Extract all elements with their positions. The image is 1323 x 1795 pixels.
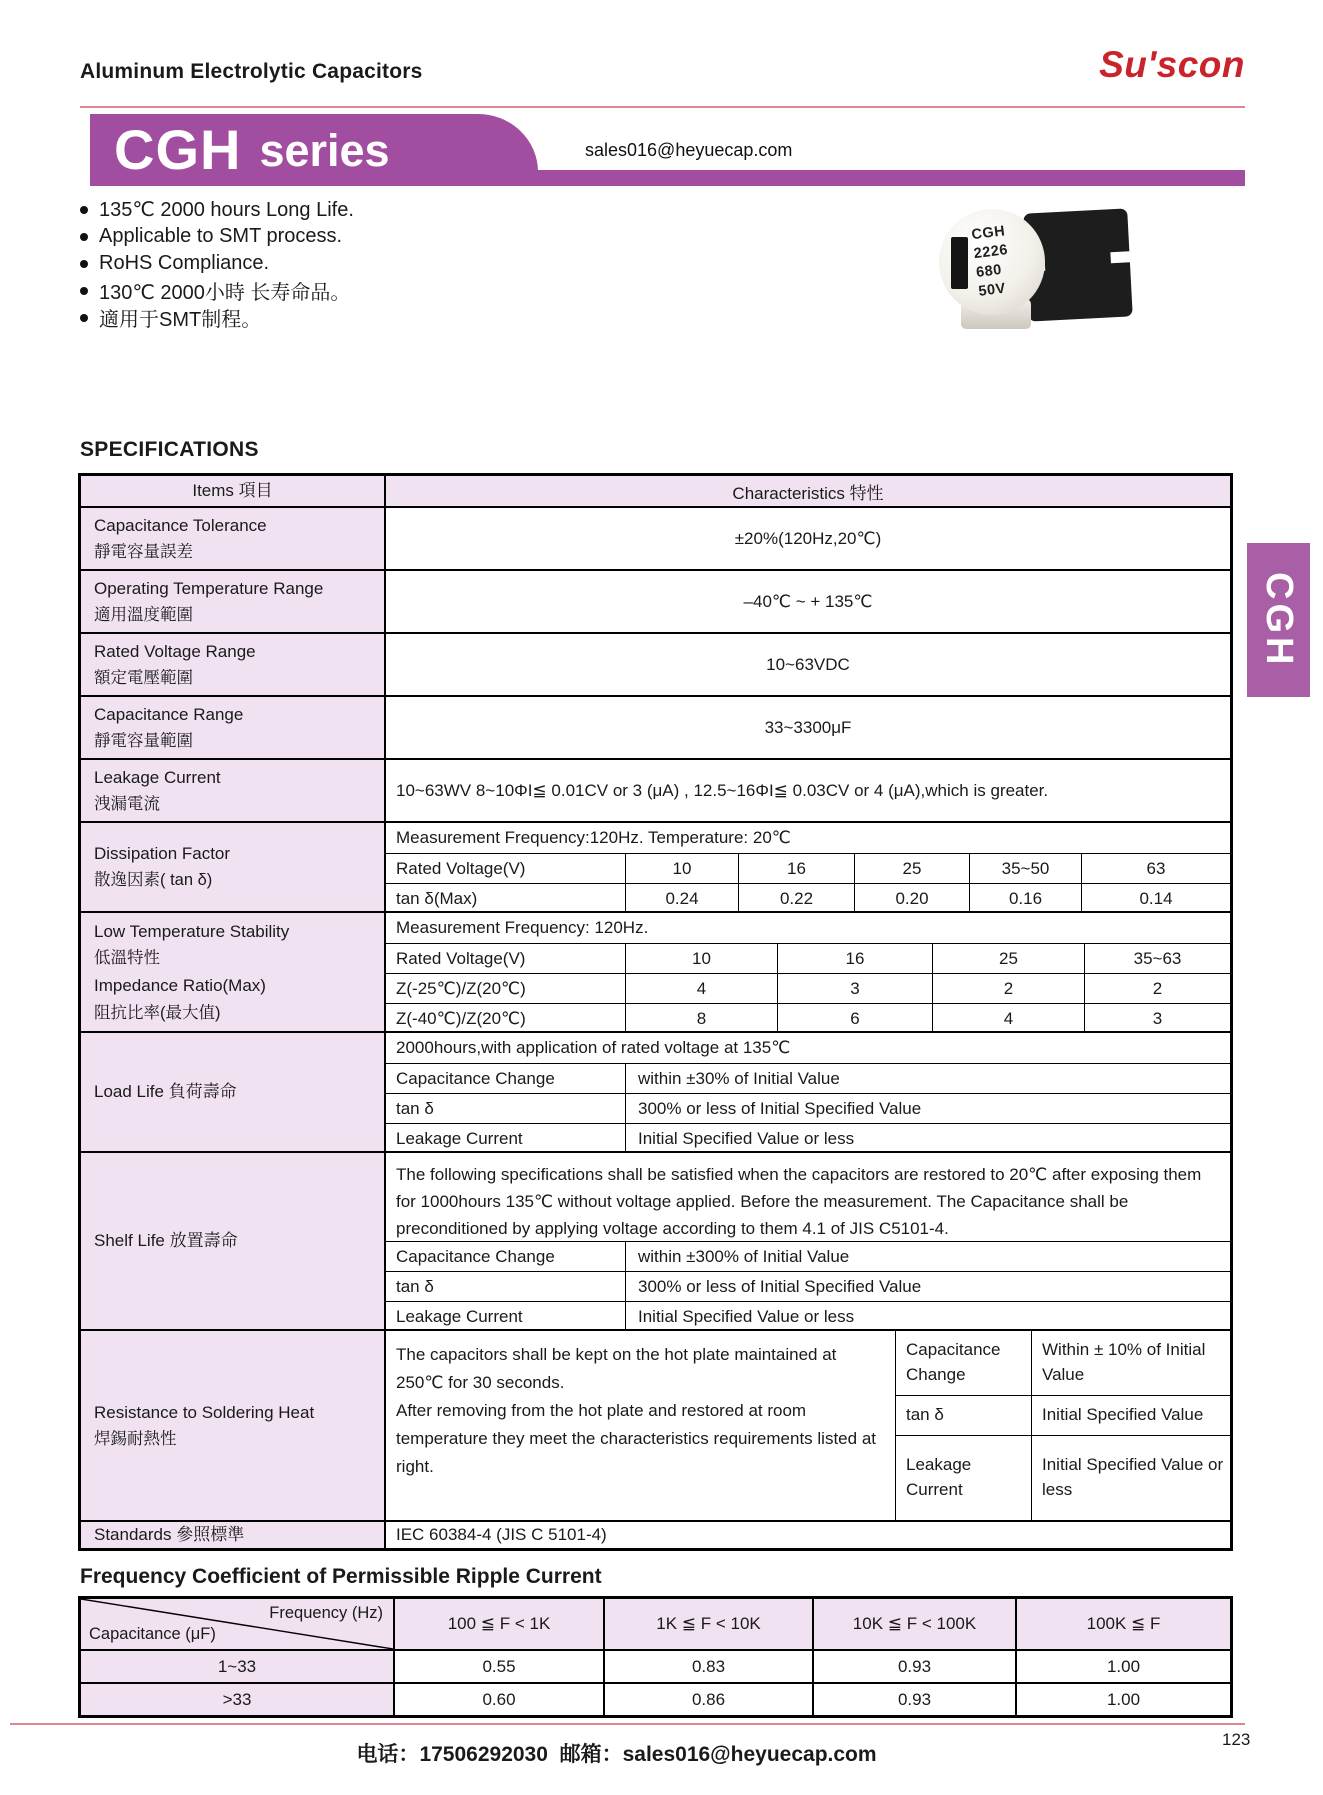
series-suffix: series (259, 124, 390, 176)
footer-email: sales016@heyuecap.com (622, 1743, 877, 1766)
soldering-paragraph: The capacitors shall be kept on the hot plate maintained at 250℃ for 30 seconds. (396, 1345, 837, 1393)
row-label (81, 634, 386, 695)
side-tab-label: CGH (1258, 571, 1300, 669)
ripple-heading: Frequency Coefficient of Permissible Ripple Current (80, 1565, 602, 1588)
dissipation-subtable (386, 823, 1230, 911)
row-label (81, 1033, 386, 1151)
table-row (81, 821, 1230, 911)
criteria-row (386, 1271, 1230, 1301)
header-divider (80, 106, 1245, 108)
measurement-note: Measurement Frequency: 120Hz. (396, 918, 649, 937)
series-banner-bar (500, 170, 1245, 186)
column-header: 1K ≦ F < 10K (603, 1599, 812, 1649)
row-label (81, 1331, 386, 1520)
cell: 0.24 (625, 884, 738, 913)
subrow-label: Z(-25℃)/Z(20℃) (396, 978, 526, 998)
row-label (81, 1153, 386, 1329)
criteria-row (386, 1301, 1230, 1331)
label-en: Capacitance Tolerance (94, 515, 267, 535)
cell: 3 (1084, 1004, 1230, 1033)
label-en: Low Temperature Stability (94, 921, 290, 941)
series-side-tab (1247, 543, 1310, 697)
table-row (81, 632, 1230, 695)
bullet-icon (80, 260, 88, 268)
criteria-item: tan δ (906, 1405, 944, 1425)
criteria-item: Leakage Current (906, 1455, 972, 1499)
cell: 0.86 (603, 1684, 812, 1715)
row-value: 10~63VDC (766, 654, 850, 674)
brand-logo: Su'scon (1099, 44, 1245, 85)
table-row (81, 695, 1230, 758)
feature-item (80, 277, 354, 304)
condition-note: The following specifications shall be satisfied when the capacitors are restored to 20℃ after exposing them for 1000hours 135℃ without voltage applied. Before the measurement. The Capacitance shall be preconditioned by applying voltage according to them 4.1 of JIS C5101-4. (396, 1165, 1202, 1239)
criteria-value: 300% or less of Initial Specified Value (625, 1094, 1230, 1123)
bullet-icon (80, 314, 88, 322)
feature-text: 130℃ 2000小時 长寿命品。 (99, 282, 351, 304)
row-label (81, 823, 386, 911)
footer-divider (10, 1723, 1245, 1725)
label-en: Resistance to Soldering Heat (94, 1402, 315, 1422)
cell: 35~63 (1084, 944, 1230, 973)
measurement-note: Measurement Frequency:120Hz. Temperature: 20℃ (396, 828, 791, 847)
voltage-header-row (386, 943, 1230, 973)
ripple-table (78, 1596, 1233, 1718)
row-header: 1~33 (81, 1651, 393, 1682)
criteria-item: Capacitance Change (396, 1246, 555, 1266)
marking-code: 2226 (972, 241, 1009, 262)
capacitor-photo (935, 203, 1130, 335)
feature-text: 135℃ 2000 hours Long Life. (99, 199, 354, 221)
ripple-data-row (81, 1649, 1230, 1682)
email-label: 邮箱： (559, 1743, 623, 1766)
cell: 4 (625, 974, 777, 1003)
items-header-cell: Items 項目 (81, 476, 386, 506)
capacitance-axis-label: Capacitance (μF) (89, 1625, 216, 1643)
subrow-label: Rated Voltage(V) (396, 858, 526, 878)
tan-delta-row (386, 883, 1230, 913)
feature-item (80, 223, 354, 250)
criteria-item: Capacitance Change (396, 1068, 555, 1088)
cell: 35~50 (969, 854, 1081, 883)
cell: 16 (777, 944, 932, 973)
series-name: CGH (114, 118, 242, 181)
condition-note: 2000hours,with application of rated voltage at 135℃ (396, 1038, 791, 1057)
soldering-subtable (896, 1331, 1230, 1520)
criteria-value: within ±30% of Initial Value (625, 1064, 1230, 1093)
cell: 4 (932, 1004, 1084, 1033)
row-label (81, 508, 386, 569)
label-en: Capacitance Range (94, 704, 244, 724)
cell: 3 (777, 974, 932, 1003)
load-life-subtable (386, 1033, 1230, 1151)
criteria-item: Leakage Current (396, 1306, 523, 1326)
subrow-label: Z(-40℃)/Z(20℃) (396, 1008, 526, 1028)
feature-item (80, 196, 354, 223)
criteria-row (386, 1241, 1230, 1271)
label-zh: 焊錫耐熱性 (94, 1429, 177, 1448)
feature-item (80, 304, 354, 331)
feature-text: Applicable to SMT process. (99, 225, 343, 247)
cell: 1.00 (1015, 1651, 1230, 1682)
row-label (81, 913, 386, 1031)
subrow-label: tan δ(Max) (396, 888, 478, 908)
ripple-header-row (81, 1599, 1230, 1649)
characteristics-header-cell: Characteristics 特性 (386, 476, 1230, 506)
phone-label: 电话： (356, 1743, 420, 1766)
column-header: 100 ≦ F < 1K (393, 1599, 603, 1649)
contact-email: sales016@heyuecap.com (585, 140, 793, 160)
cell: 0.55 (393, 1651, 603, 1682)
label-zh: 靜電容量範圍 (94, 731, 193, 750)
shelf-life-subtable (386, 1153, 1230, 1329)
label-en: Load Life 負荷壽命 (94, 1082, 237, 1102)
soldering-paragraph: After removing from the hot plate and restored at room temperature they meet the characteristics requirements listed at right. (396, 1401, 876, 1477)
label-en: Impedance Ratio(Max) (94, 976, 266, 995)
cell: 6 (777, 1004, 932, 1033)
table-row (81, 911, 1230, 1031)
cell: 0.20 (854, 884, 969, 913)
row-value: 10~63WV 8~10ΦI≦ 0.01CV or 3 (μA) , 12.5~16ΦI≦ 0.03CV or 4 (μA),which is greater. (396, 780, 1049, 800)
marking-voltage: 50V (977, 280, 1007, 300)
label-zh: 散逸因素( tan δ) (94, 871, 213, 890)
marking-capacitance: 680 (975, 261, 1003, 281)
cell: 0.14 (1081, 884, 1230, 913)
diagonal-header-cell (81, 1599, 393, 1649)
criteria-value: Initial Specified Value or less (625, 1302, 1230, 1331)
cell: 0.16 (969, 884, 1081, 913)
phone-number: 17506292030 (419, 1743, 548, 1766)
footer-contact (0, 1738, 1233, 1768)
table-row (81, 569, 1230, 632)
doc-title: Aluminum Electrolytic Capacitors (80, 60, 423, 83)
row-label (81, 697, 386, 758)
impedance-row (386, 1003, 1230, 1033)
row-header: >33 (81, 1684, 393, 1715)
label-en: Standards 參照標準 (94, 1525, 245, 1545)
label-zh: 適用溫度範圍 (94, 605, 193, 624)
capacitor-marking (971, 222, 1014, 301)
label-zh: 靜電容量誤差 (94, 542, 193, 561)
table-row (81, 1329, 1230, 1520)
low-temp-subtable (386, 913, 1230, 1031)
cell: 10 (625, 944, 777, 973)
cell: 0.83 (603, 1651, 812, 1682)
capacitor-body (939, 209, 1045, 315)
table-row (81, 758, 1230, 821)
table-row (81, 1031, 1230, 1151)
bullet-icon (80, 233, 88, 241)
bullet-icon (80, 287, 88, 295)
row-value: IEC 60384-4 (JIS C 5101-4) (396, 1525, 607, 1544)
cell: 2 (932, 974, 1084, 1003)
frequency-axis-label: Frequency (Hz) (269, 1604, 383, 1622)
cell: 63 (1081, 854, 1230, 883)
criteria-row (896, 1395, 1230, 1435)
label-en: Rated Voltage Range (94, 641, 256, 661)
feature-item (80, 250, 354, 277)
specifications-table (78, 473, 1233, 1551)
row-label (81, 571, 386, 632)
cell: 25 (932, 944, 1084, 973)
criteria-row (896, 1331, 1230, 1395)
bullet-icon (80, 206, 88, 214)
criteria-value: Initial Specified Value or less (1031, 1436, 1230, 1520)
soldering-description (386, 1331, 896, 1520)
criteria-item: tan δ (396, 1098, 434, 1118)
label-zh: 洩漏電流 (94, 794, 160, 813)
cell: 10 (625, 854, 738, 883)
table-row (81, 1520, 1230, 1548)
criteria-item: Leakage Current (396, 1128, 523, 1148)
row-label (81, 760, 386, 821)
cell: 1.00 (1015, 1684, 1230, 1715)
criteria-value: 300% or less of Initial Specified Value (625, 1272, 1230, 1301)
marking-series: CGH (970, 223, 1007, 244)
criteria-item: tan δ (396, 1276, 434, 1296)
cell: 0.93 (812, 1651, 1015, 1682)
cell: 8 (625, 1004, 777, 1033)
row-value: ±20%(120Hz,20℃) (734, 528, 882, 548)
criteria-item: Capacitance Change (906, 1340, 1001, 1384)
criteria-row (386, 1093, 1230, 1123)
table-header-row (81, 476, 1230, 506)
criteria-row (896, 1435, 1230, 1520)
row-value: –40℃ ~ + 135℃ (743, 591, 873, 611)
voltage-header-row (386, 853, 1230, 883)
cell: 0.93 (812, 1684, 1015, 1715)
subrow-label: Rated Voltage(V) (396, 948, 526, 968)
column-header: 100K ≦ F (1015, 1599, 1230, 1649)
cell: 16 (738, 854, 854, 883)
criteria-value: Within ± 10% of Initial Value (1031, 1331, 1230, 1395)
impedance-row (386, 973, 1230, 1003)
series-banner (90, 114, 538, 186)
soldering-content (386, 1331, 1230, 1520)
cell: 0.60 (393, 1684, 603, 1715)
criteria-value: Initial Specified Value or less (625, 1124, 1230, 1153)
label-zh: 額定電壓範圍 (94, 668, 193, 687)
table-row (81, 1151, 1230, 1329)
table-row (81, 506, 1230, 569)
row-label (81, 1522, 386, 1548)
label-en: Shelf Life 放置壽命 (94, 1231, 238, 1251)
label-zh: 阻抗比率(最大值) (94, 1003, 221, 1022)
criteria-value: Initial Specified Value (1031, 1396, 1230, 1435)
label-zh: 低溫特性 (94, 949, 160, 968)
criteria-value: within ±300% of Initial Value (625, 1242, 1230, 1271)
cell: 2 (1084, 974, 1230, 1003)
label-en: Operating Temperature Range (94, 578, 324, 598)
criteria-row (386, 1123, 1230, 1153)
feature-text: RoHS Compliance. (99, 252, 270, 274)
cell: 0.22 (738, 884, 854, 913)
column-header: 10K ≦ F < 100K (812, 1599, 1015, 1649)
feature-list (80, 196, 354, 331)
ripple-data-row (81, 1682, 1230, 1715)
label-en: Dissipation Factor (94, 844, 231, 864)
label-en: Leakage Current (94, 767, 221, 787)
polarity-stripe (951, 237, 968, 289)
criteria-row (386, 1063, 1230, 1093)
page-number: 123 (1222, 1730, 1251, 1749)
specifications-heading: SPECIFICATIONS (80, 438, 259, 461)
cell: 25 (854, 854, 969, 883)
feature-text: 適用于SMT制程。 (99, 309, 262, 331)
row-value: 33~3300μF (764, 717, 852, 737)
